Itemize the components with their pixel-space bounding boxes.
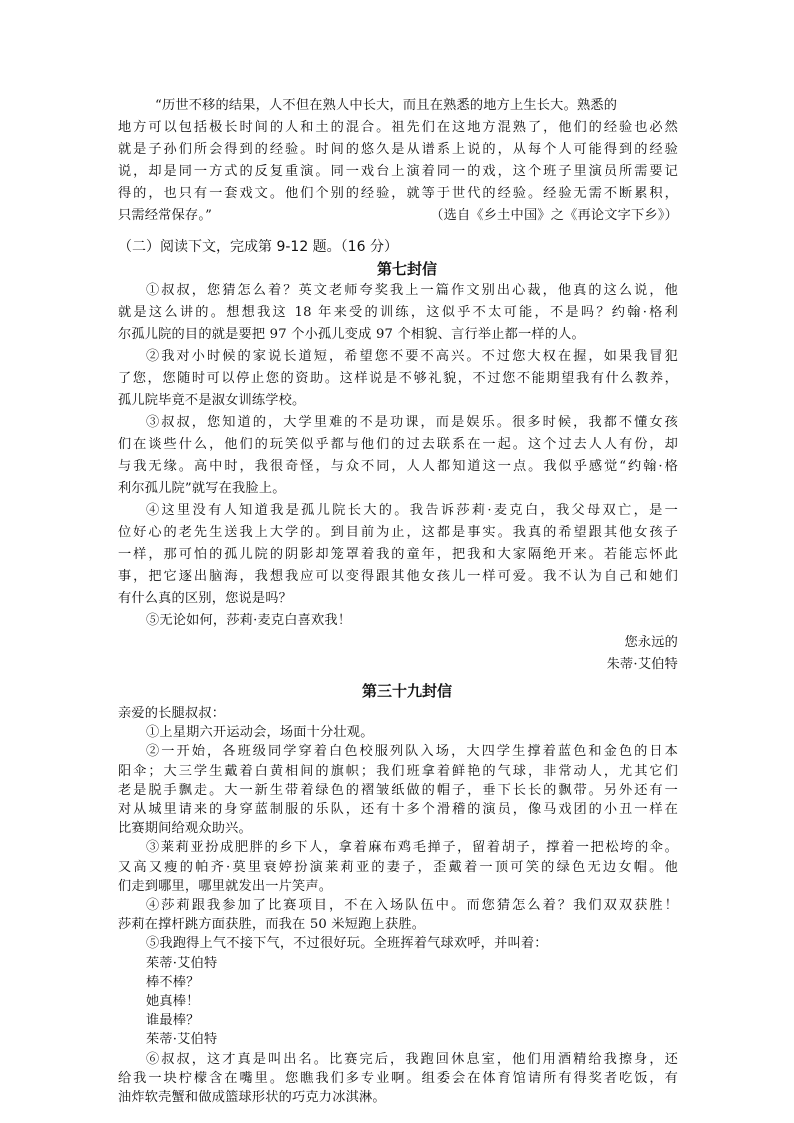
- letter-line: 孤儿院毕竟不是淑女训练学校。: [118, 393, 306, 408]
- passage-line: 就是子孙们所会得到的经验。时间的悠久是从谱系上说的，从每个人可能得到的经验: [118, 142, 678, 157]
- letter-closing: 您永远的: [624, 635, 678, 650]
- letter-salutation: 亲爱的长腿叔叔：: [118, 706, 226, 721]
- section-heading: （二）阅读下文，完成第 9-12 题。（16 分）: [118, 239, 398, 255]
- letter-line: 阳伞；大三学生戴着白黄相间的旗帜；我们班拿着鲜艳的气球，非常动人，尤其它们: [118, 763, 678, 779]
- letter-line: 一样，那可怕的孤儿院的阴影却笼罩着我的童年，把我和大家隔绝开来。若能忘怀此: [118, 547, 678, 562]
- letter-line: 了您，您随时可以停止您的资助。这样说是不够礼貌，不过您不能期望我有什么教养，: [118, 371, 678, 386]
- passage-line: 只需经常保存。”: [118, 208, 213, 223]
- letter-signature: 朱蒂·艾伯特: [606, 657, 678, 672]
- letter-line: 位好心的老先生送我上大学的。到目前为止，这都是事实。我真的希望跟其他女孩子: [118, 525, 678, 540]
- letter-line: ④莎莉跟我参加了比赛项目，不在入场队伍中。而您猜怎么着？我们双双获胜！: [146, 898, 678, 913]
- passage-line: “历世不移的结果，人不但在熟人中长大，而且在熟悉的地方上生长大。熟悉的: [155, 98, 618, 113]
- cheer-line: 茱蒂·艾伯特: [146, 955, 218, 971]
- cheer-line: 她真棒！: [146, 994, 200, 1009]
- letter-line: 莎莉在撑杆跳方面获胜，而我在 50 米短跑上获胜。: [118, 917, 426, 933]
- letter-line: 比赛期间给观众助兴。: [118, 821, 252, 837]
- letter-title: 第七封信: [376, 260, 437, 278]
- cheer-line: 谁最棒？: [146, 1013, 200, 1029]
- letter-line: 老是脱手飘走。大一新生带着绿色的褶皱纸做的帽子，垂下长长的飘带。另外还有一: [118, 782, 678, 798]
- letter-line: 事，把它逐出脑海，我想我应可以变得跟其他女孩儿一样可爱。我不认为自己和她们: [118, 569, 678, 584]
- source-citation: （选自《乡土中国》之《再论文字下乡》）: [430, 208, 678, 223]
- letter-line: 们走到哪里，哪里就发出一片笑声。: [118, 878, 333, 894]
- letter-line: 有什么真的区别，您说是吗？: [118, 591, 293, 606]
- letter-line: ⑤无论如何，莎莉·麦克白喜欢我！: [146, 613, 352, 628]
- letter-line: 给我一块柠檬含在嘴里。您瞧我们多专业啊。组委会在体育馆请所有得奖者吃饭，有: [118, 1070, 678, 1086]
- letter-line: 又高又瘦的帕齐·莫里衰婷扮演莱莉亚的妻子，歪戴着一顶可笑的绿色无边女帽。他: [118, 859, 678, 875]
- letter-line: ③叔叔，您知道的，大学里难的不是功课，而是娱乐。很多时候，我都不懂女孩: [146, 415, 678, 430]
- letter-line: 就是这么讲的。想想我这 18 年来受的训练，这似乎不太可能，不是吗？约翰·格利: [118, 305, 678, 320]
- passage-line: 地方可以包括极长时间的人和土的混合。祖先们在这地方混熟了，他们的经验也必然: [118, 120, 678, 135]
- letter-line: 对从城里请来的身穿蓝制服的乐队，还有十多个滑稽的演员，像马戏团的小丑一样在: [118, 802, 678, 817]
- letter-line: 油炸软壳蟹和做成篮球形状的巧克力冰淇淋。: [118, 1090, 386, 1105]
- passage-line: 说，却是同一方式的反复重演。同一戏台上演着同一的戏，这个班子里演员所需要记: [118, 164, 678, 179]
- cheer-line: 茱蒂·艾伯特: [146, 1032, 218, 1048]
- letter-line: ③莱莉亚扮成肥胖的乡下人，拿着麻布鸡毛掸子，留着胡子，撑着一把松垮的伞。: [146, 840, 678, 856]
- letter-title: 第三十九封信: [361, 682, 452, 700]
- letter-line: ④这里没有人知道我是孤儿院长大的。我告诉莎莉·麦克白，我父母双亡，是一: [146, 503, 678, 518]
- letter-line: ②我对小时候的家说长道短，希望您不要不高兴。不过您大权在握，如果我冒犯: [146, 349, 678, 364]
- letter-line: 们在谈些什么，他们的玩笑似乎都与他们的过去联系在一起。这个过去人人有份，却: [118, 437, 678, 452]
- letter-line: ②一开始，各班级同学穿着白色校服列队入场，大四学生撑着蓝色和金色的日本: [146, 744, 678, 760]
- letter-line: ①叔叔，您猜怎么着？英文老师夸奖我上一篇作文别出心裁，他真的这么说，他: [146, 283, 678, 298]
- letter-line: ①上星期六开运动会，场面十分壮观。: [146, 725, 374, 741]
- letter-line: ⑤我跑得上气不接下气，不过很好玩。全班挥着气球欢呼，并叫着：: [146, 936, 548, 952]
- letter-line: 与我无缘。高中时，我很奇怪，与众不同，人人都知道这一点。我似乎感觉“约翰·格: [118, 459, 678, 474]
- letter-line: 利尔孤儿院”就写在我脸上。: [118, 481, 286, 496]
- letter-line: 尔孤儿院的目的就是要把 97 个小孤儿变成 97 个相貌、言行举止都一样的人。: [118, 327, 585, 342]
- passage-line: 得的，也只有一套戏文。他们个别的经验，就等于世代的经验。经验无需不断累积，: [118, 186, 678, 201]
- letter-line: ⑥叔叔，这才真是叫出名。比赛完后，我跑回休息室，他们用酒精给我擦身，还: [146, 1051, 678, 1067]
- cheer-line: 棒不棒？: [146, 974, 200, 990]
